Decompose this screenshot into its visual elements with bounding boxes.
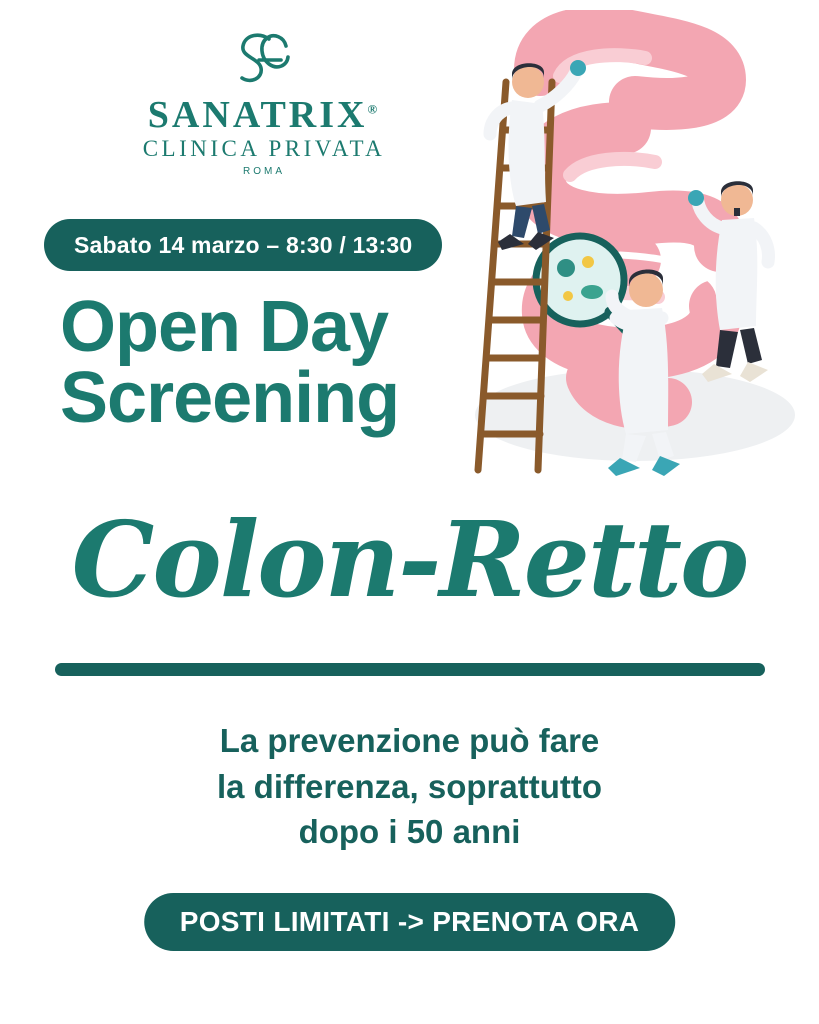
brand-name-text: SANATRIX <box>147 94 368 136</box>
book-now-button[interactable]: POSTI LIMITATI -> PRENOTA ORA <box>144 893 676 951</box>
subtext-line-1: La prevenzione può fare <box>219 722 600 759</box>
headline-line-2: Screening <box>60 357 400 438</box>
headline-line-1: Open Day <box>60 287 389 367</box>
registered-mark: ® <box>367 101 381 117</box>
subtext <box>0 718 819 855</box>
sanatrix-sc-monogram-icon <box>229 30 299 92</box>
subtext-line-2: la differenza, soprattutto <box>216 767 603 805</box>
date-badge: Sabato 14 marzo – 8:30 / 13:30 <box>44 219 442 271</box>
subtext-line-3: dopo i 50 anni <box>298 813 521 851</box>
brand-logo <box>134 30 394 177</box>
brand-city: ROMA <box>243 166 285 177</box>
colon-screening-doctors-illustration <box>420 10 819 510</box>
brand-subtitle: CLINICA PRIVATA <box>142 136 386 161</box>
script-title: Colon-Retto <box>71 498 748 621</box>
page-title <box>60 287 400 438</box>
divider <box>55 663 765 676</box>
brand-name <box>148 96 380 134</box>
